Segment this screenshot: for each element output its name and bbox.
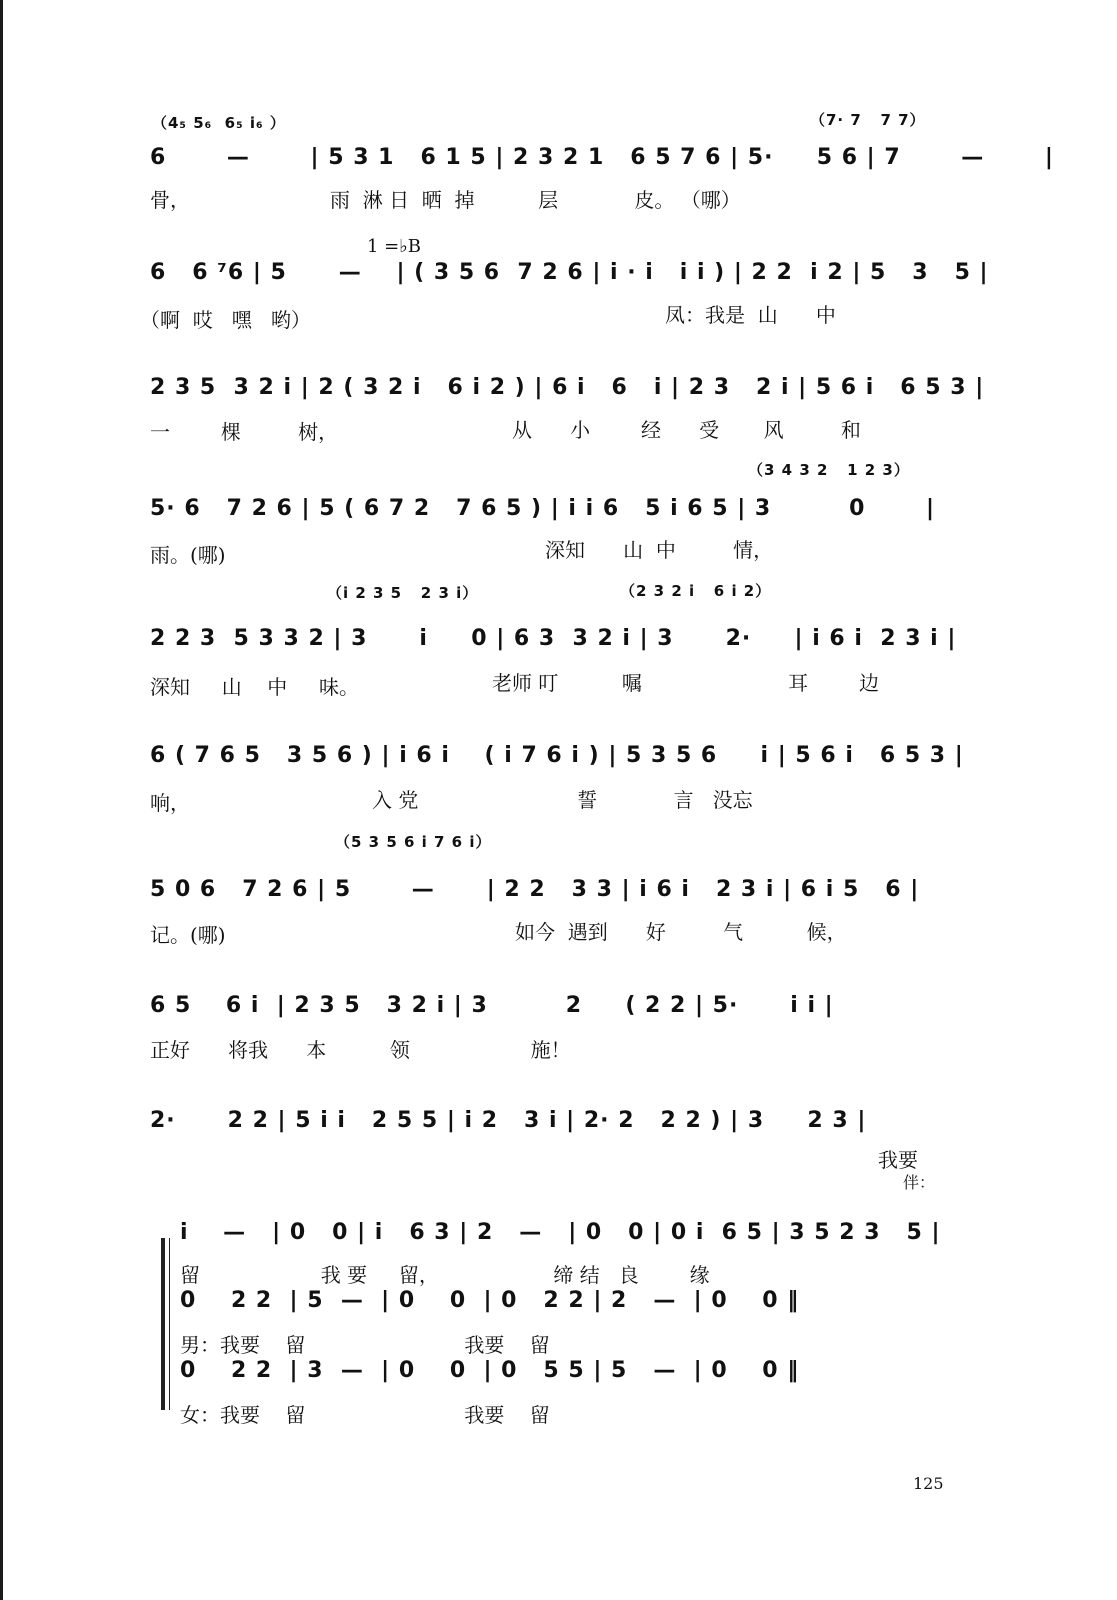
lyric: 深知 山 中 味。	[150, 675, 360, 699]
system-brace	[161, 1238, 165, 1410]
notation-line: 2· 2 2 | 5 i i 2 5 5 | i 2 3 i | 2· 2 2 2 ) | 3 2 3 |	[150, 1108, 867, 1133]
key-signature: 1 =♭B	[367, 236, 421, 257]
lyric: 入 党 誓 言 没忘	[372, 788, 753, 812]
male-notation: 0 2 2 | 5 — | 0 0 | 0 2 2 | 2 — | 0 0 ‖	[180, 1288, 800, 1313]
lyric: 雨 淋 日 晒 掉 层 皮。 （哪）	[330, 188, 741, 212]
lyric: 骨，	[150, 188, 190, 212]
soprano-lyric: 留 我 要 留， 缔 结 良 缘	[180, 1263, 710, 1287]
notation-line: 5 0 6 7 2 6 | 5 — | 2 2 3 3 | i 6 i 2 3 i | 6 i 5 6 |	[150, 877, 920, 902]
female-notation: 0 2 2 | 3 — | 0 0 | 0 5 5 | 5 — | 0 0 ‖	[180, 1358, 800, 1383]
notation-line: 5· 6 7 2 6 | 5 ( 6 7 2 7 6 5 ) | i i 6 5 i 6 5 | 3 0 |	[150, 496, 936, 521]
grace-notes: （3 4 3 2 1 2 3）	[748, 461, 910, 479]
lyric: 响，	[150, 791, 190, 815]
lyric: 我要	[878, 1148, 918, 1172]
lyric: 老师 叮 嘱 耳 边	[492, 671, 880, 695]
notation-line: 6 6 ⁷6 | 5 — | ( 3 5 6 7 2 6 | i · i i i ) | 2 2 i 2 | 5 3 5 |	[150, 260, 989, 285]
grace-notes: （2 3 2 i 6 i 2）	[620, 582, 772, 600]
notation-line: 2 2 3 5 3 3 2 | 3 i 0 | 6 3 3 2 i | 3 2· | i 6 i 2 3 i |	[150, 626, 957, 651]
system-brace-line	[169, 1238, 170, 1410]
male-lyric: 男：我要 留 我要 留	[180, 1333, 550, 1357]
accompaniment-label: 伴：	[903, 1173, 936, 1192]
grace-notes: （i 2 3 5 2 3 i）	[327, 584, 479, 602]
notation-line: 6 5 6 i | 2 3 5 3 2 i | 3 2 ( 2 2 | 5· i i |	[150, 993, 834, 1018]
grace-notes: （4₅ 5₆ 6₅ i₆ ）	[152, 114, 286, 132]
lyric: 记。(哪)	[150, 923, 226, 947]
lyric: 如今 遇到 好 气 候，	[515, 920, 847, 944]
lyric: 从 小 经 受 风 和	[512, 418, 861, 442]
grace-notes: （5 3 5 6 i 7 6 i）	[335, 833, 492, 851]
soprano-notation: i — | 0 0 | i 6 3 | 2 — | 0 0 | 0 i 6 5 | 3 5 2 3 5 |	[180, 1220, 941, 1245]
lyric: （啊 哎 嘿 哟）	[140, 308, 311, 332]
lyric: 正好 将我 本 领 施！	[150, 1038, 571, 1062]
lyric: 深知 山 中 情，	[545, 538, 774, 562]
notation-line: 6 ( 7 6 5 3 5 6 ) | i 6 i ( i 7 6 i ) | 5 3 5 6 i | 5 6 i 6 5 3 |	[150, 743, 964, 768]
notation-line: 2 3 5 3 2 i | 2 ( 3 2 i 6 i 2 ) | 6 i 6 i | 2 3 2 i | 5 6 i 6 5 3 |	[150, 375, 985, 400]
female-lyric: 女：我要 留 我要 留	[180, 1403, 550, 1427]
page-edge	[0, 0, 3, 1600]
notation-line: 6 — | 5 3 1 6 1 5 | 2 3 2 1 6 5 7 6 | 5· 5 6 | 7 — |	[150, 145, 1054, 170]
lyric: 雨。(哪)	[150, 543, 226, 567]
lyric: 一 棵 树，	[150, 420, 339, 444]
page-number: 125	[913, 1474, 944, 1493]
grace-notes: （7· 7 7 7）	[810, 111, 926, 129]
lyric: 凤：我是 山 中	[665, 303, 836, 327]
